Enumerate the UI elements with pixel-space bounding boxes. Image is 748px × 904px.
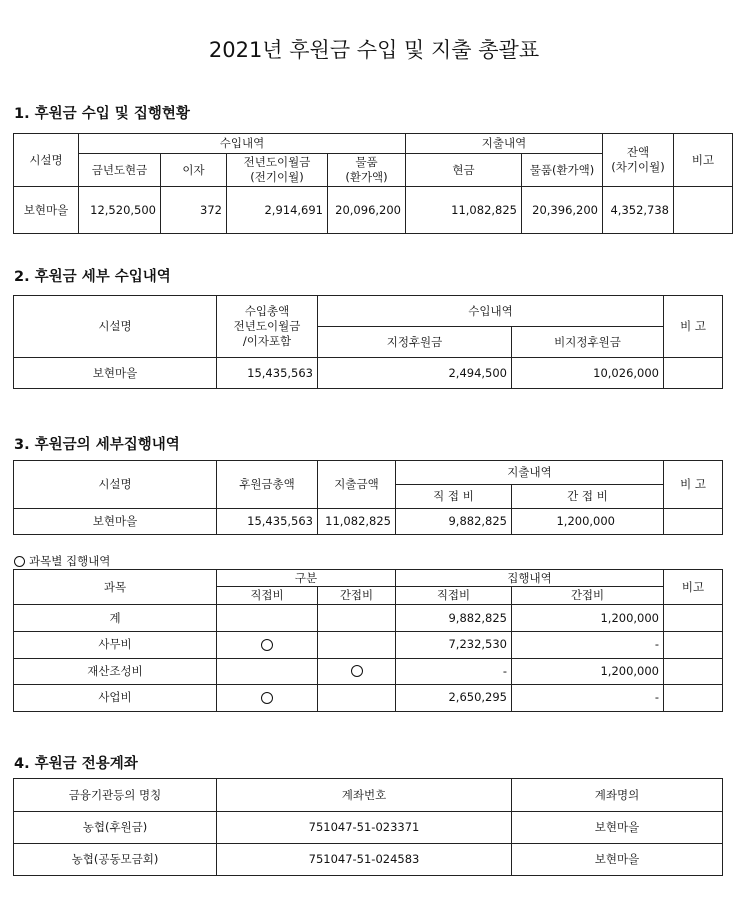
- table-row: [14, 685, 723, 712]
- expense-detail-header: 지출내역: [396, 461, 664, 485]
- bank-cell: 농협(공동모금회): [14, 844, 217, 876]
- designated-cell: 2,494,500: [318, 358, 512, 389]
- subject-execution-subheading: 과목별 집행내역: [14, 553, 110, 569]
- category-indirect-cell: [318, 632, 396, 659]
- total-cell: 15,435,563: [217, 509, 318, 535]
- execution-indirect-header: 간접비: [512, 587, 664, 605]
- circle-mark-icon: [261, 639, 273, 651]
- subject-cell: 재산조성비: [14, 658, 217, 685]
- account-number-cell: 751047-51-024583: [217, 844, 512, 876]
- execution-direct-cell: -: [396, 658, 512, 685]
- interest-cell: 372: [161, 187, 227, 234]
- execution-direct-cell: 2,650,295: [396, 685, 512, 712]
- category-indirect-header: 간접비: [318, 587, 396, 605]
- subject-cell: 계: [14, 605, 217, 632]
- balance-header: 잔액 (차기이월): [603, 134, 674, 187]
- subject-header: 과목: [14, 570, 217, 605]
- balance-cell: 4,352,738: [603, 187, 674, 234]
- goods-header: 물품 (환가액): [328, 154, 406, 187]
- subject-cell: 사업비: [14, 685, 217, 712]
- execution-header: 집행내역: [396, 570, 664, 587]
- circle-bullet-icon: [14, 556, 25, 567]
- note-cell: [664, 632, 723, 659]
- circle-mark-icon: [351, 665, 363, 677]
- income-detail-header: 수입내역: [318, 296, 664, 327]
- undesignated-cell: 10,026,000: [512, 358, 664, 389]
- category-direct-cell: [217, 605, 318, 632]
- bank-header: 금융기관등의 명칭: [14, 779, 217, 812]
- income-total-header: 수입총액 전년도이월금 /이자포함: [217, 296, 318, 358]
- section-2-heading: 2. 후원금 세부 수입내역: [14, 269, 171, 285]
- circle-mark-icon: [261, 692, 273, 704]
- execution-detail-table: [13, 460, 723, 535]
- table-row: [14, 658, 723, 685]
- category-direct-header: 직접비: [217, 587, 318, 605]
- table-row: [14, 605, 723, 632]
- facility-cell: 보현마을: [14, 358, 217, 389]
- expense-cash-header: 현금: [406, 154, 522, 187]
- indirect-header: 간 접 비: [512, 485, 664, 509]
- direct-cell: 9,882,825: [396, 509, 512, 535]
- designated-header: 지정후원금: [318, 327, 512, 358]
- subject-cell: 사무비: [14, 632, 217, 659]
- total-header: 후원금총액: [217, 461, 318, 509]
- table-row: [14, 812, 723, 844]
- income-total-cell: 15,435,563: [217, 358, 318, 389]
- table-row: [14, 632, 723, 659]
- table-row: [14, 187, 733, 234]
- income-expense-table: [13, 133, 733, 234]
- cash-header: 금년도현금: [79, 154, 161, 187]
- undesignated-header: 비지정후원금: [512, 327, 664, 358]
- page-title: 2021년 후원금 수입 및 지출 총괄표: [208, 38, 540, 62]
- income-detail-table: [13, 295, 723, 389]
- subject-execution-table: [13, 569, 723, 712]
- spent-cell: 11,082,825: [318, 509, 396, 535]
- note-cell: [664, 685, 723, 712]
- execution-indirect-cell: 1,200,000: [512, 658, 664, 685]
- subject-execution-rows: [14, 605, 723, 712]
- execution-indirect-cell: 1,200,000: [512, 605, 664, 632]
- note-header: 비 고: [664, 296, 723, 358]
- dedicated-account-table: [13, 778, 723, 876]
- account-holder-cell: 보현마을: [512, 844, 723, 876]
- note-cell: [664, 509, 723, 535]
- note-cell: [664, 658, 723, 685]
- note-cell: [674, 187, 733, 234]
- category-indirect-cell: [318, 685, 396, 712]
- execution-indirect-cell: -: [512, 632, 664, 659]
- category-direct-cell: [217, 685, 318, 712]
- category-direct-cell: [217, 632, 318, 659]
- section-1-heading: 1. 후원금 수입 및 집행현황: [14, 106, 190, 122]
- category-indirect-cell: [318, 605, 396, 632]
- table-row: [14, 844, 723, 876]
- carryover-cell: 2,914,691: [227, 187, 328, 234]
- category-header: 구분: [217, 570, 396, 587]
- carryover-header: 전년도이월금 (전기이월): [227, 154, 328, 187]
- execution-indirect-cell: -: [512, 685, 664, 712]
- direct-header: 직 접 비: [396, 485, 512, 509]
- expense-cash-cell: 11,082,825: [406, 187, 522, 234]
- execution-direct-cell: 7,232,530: [396, 632, 512, 659]
- section-3-heading: 3. 후원금의 세부집행내역: [14, 437, 180, 453]
- expense-goods-header: 물품(환가액): [522, 154, 603, 187]
- execution-direct-header: 직접비: [396, 587, 512, 605]
- expense-goods-cell: 20,396,200: [522, 187, 603, 234]
- category-indirect-cell: [318, 658, 396, 685]
- interest-header: 이자: [161, 154, 227, 187]
- account-holder-cell: 보현마을: [512, 812, 723, 844]
- execution-direct-cell: 9,882,825: [396, 605, 512, 632]
- note-header: 비고: [674, 134, 733, 187]
- note-header: 비고: [664, 570, 723, 605]
- table-row: [14, 358, 723, 389]
- note-cell: [664, 358, 723, 389]
- bank-cell: 농협(후원금): [14, 812, 217, 844]
- facility-header: 시설명: [14, 134, 79, 187]
- table-row: [14, 509, 723, 535]
- note-header: 비 고: [664, 461, 723, 509]
- category-direct-cell: [217, 658, 318, 685]
- indirect-cell: 1,200,000: [512, 509, 664, 535]
- goods-cell: 20,096,200: [328, 187, 406, 234]
- cash-cell: 12,520,500: [79, 187, 161, 234]
- facility-cell: 보현마을: [14, 509, 217, 535]
- account-rows: [14, 812, 723, 876]
- income-header: 수입내역: [79, 134, 406, 154]
- expense-header: 지출내역: [406, 134, 603, 154]
- facility-cell: 보현마을: [14, 187, 79, 234]
- section-4-heading: 4. 후원금 전용계좌: [14, 756, 138, 772]
- spent-header: 지출금액: [318, 461, 396, 509]
- facility-header: 시설명: [14, 461, 217, 509]
- facility-header: 시설명: [14, 296, 217, 358]
- account-number-header: 계좌번호: [217, 779, 512, 812]
- note-cell: [664, 605, 723, 632]
- account-holder-header: 계좌명의: [512, 779, 723, 812]
- account-number-cell: 751047-51-023371: [217, 812, 512, 844]
